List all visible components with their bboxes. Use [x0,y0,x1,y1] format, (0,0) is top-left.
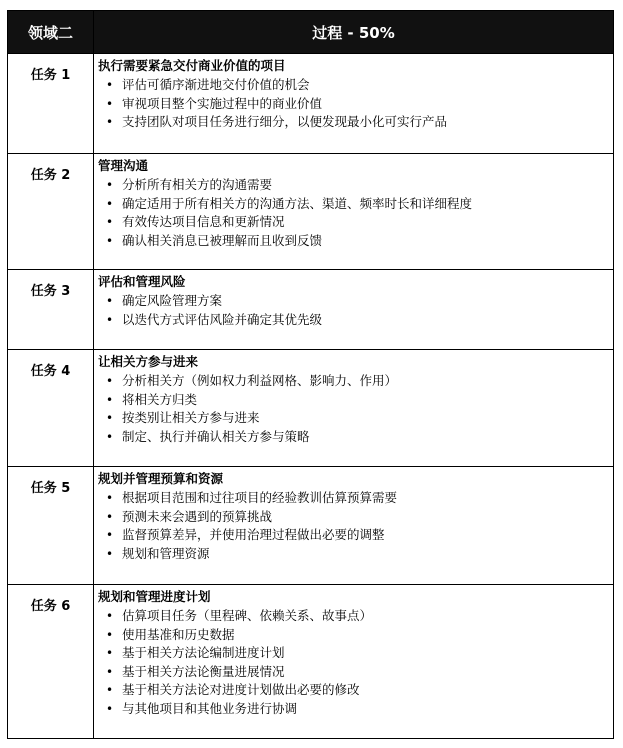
domain-task-table [7,10,614,739]
task-item: • 分析相关方（例如权力利益网格、影响力、作用） [118,372,609,391]
task-item: • 支持团队对项目任务进行细分，以便发现最小化可实行产品 [118,113,609,132]
task-body-cell [94,467,614,585]
task-item: • 基于相关方法论编制进度计划 [118,644,609,663]
task-item: • 监督预算差异，并使用治理过程做出必要的调整 [118,526,609,545]
task-item-list [98,76,609,132]
task-row [8,270,614,350]
domain-table-wrapper [7,10,613,739]
task-rows [8,54,614,739]
task-item-list [98,292,609,329]
task-item: • 预测未来会遇到的预算挑战 [118,508,609,527]
task-title: 评估和管理风险 [98,274,186,289]
task-body-cell [94,270,614,350]
task-title: 规划并管理预算和资源 [98,471,224,486]
task-name-cell: 任务 6 [8,585,94,739]
task-body-cell [94,350,614,467]
task-name-cell: 任务 4 [8,350,94,467]
process-header-cell: 过程 - 50% [94,11,614,54]
task-name-cell: 任务 5 [8,467,94,585]
task-title: 让相关方参与进来 [98,354,199,369]
task-item: • 将相关方归类 [118,391,609,410]
task-item-list [98,372,609,446]
task-row [8,154,614,270]
task-title: 管理沟通 [98,158,149,173]
task-item-list [98,489,609,563]
task-title: 规划和管理进度计划 [98,589,211,604]
task-item: • 按类别让相关方参与进来 [118,409,609,428]
task-item: • 使用基准和历史数据 [118,626,609,645]
task-item: • 基于相关方法论衡量进展情况 [118,663,609,682]
task-row [8,585,614,739]
task-row [8,467,614,585]
task-item: • 分析所有相关方的沟通需要 [118,176,609,195]
task-item-list [98,176,609,250]
task-item: • 有效传达项目信息和更新情况 [118,213,609,232]
task-item: • 根据项目范围和过往项目的经验教训估算预算需要 [118,489,609,508]
task-item: • 以迭代方式评估风险并确定其优先级 [118,311,609,330]
task-item: • 与其他项目和其他业务进行协调 [118,700,609,719]
task-item: • 评估可循序渐进地交付价值的机会 [118,76,609,95]
task-row [8,54,614,154]
task-item: • 制定、执行并确认相关方参与策略 [118,428,609,447]
task-item: • 估算项目任务（里程碑、依赖关系、故事点） [118,607,609,626]
task-item: • 确认相关消息已被理解而且收到反馈 [118,232,609,251]
domain-header-cell: 领域二 [8,11,94,54]
task-item-list [98,607,609,718]
task-title: 执行需要紧急交付商业价值的项目 [98,58,286,73]
task-body-cell [94,585,614,739]
task-name-cell: 任务 1 [8,54,94,154]
task-item: • 确定适用于所有相关方的沟通方法、渠道、频率时长和详细程度 [118,195,609,214]
task-body-cell [94,154,614,270]
table-header-row [8,11,614,54]
task-name-cell: 任务 2 [8,154,94,270]
task-row [8,350,614,467]
task-body-cell [94,54,614,154]
task-item: • 确定风险管理方案 [118,292,609,311]
task-item: • 基于相关方法论对进度计划做出必要的修改 [118,681,609,700]
task-name-cell: 任务 3 [8,270,94,350]
task-item: • 规划和管理资源 [118,545,609,564]
task-item: • 审视项目整个实施过程中的商业价值 [118,95,609,114]
